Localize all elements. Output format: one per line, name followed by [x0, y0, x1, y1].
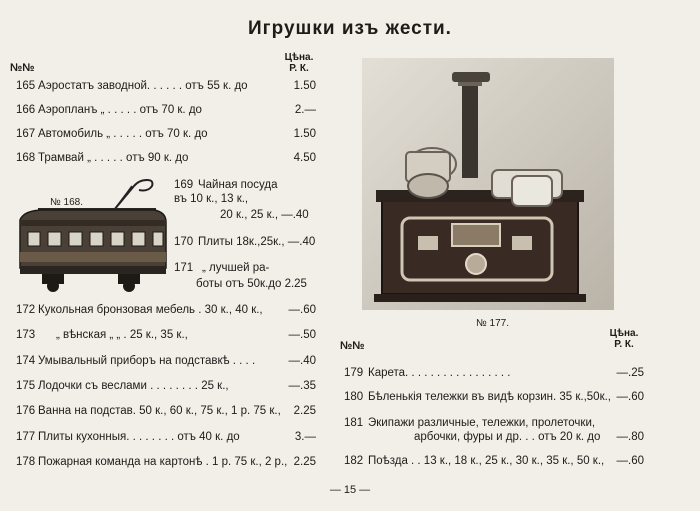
list-item [174, 236, 316, 250]
numbers-header-left: №№ [10, 62, 35, 74]
list-item [16, 405, 316, 419]
item-price: 2.— [294, 104, 316, 116]
list-item [16, 380, 316, 394]
item-text-line: Карета. . . . . . . . . . . . . . . . . [368, 367, 511, 379]
item-price: —.35 [288, 380, 316, 392]
tram-caption: № 168. [50, 197, 83, 208]
item-number: 174 [16, 355, 36, 367]
item-price: 1.50 [293, 80, 316, 92]
item-text: „ вѣнская „ „ . 25 к., 35 к., [56, 329, 188, 341]
item-price: 3.— [294, 431, 316, 443]
item-text-line: Плиты 18к.,25к., —.40 [198, 236, 316, 248]
item-text: Кукольная бронзовая мебель . 30 к., 40 к., [38, 304, 263, 316]
list-item [16, 355, 316, 369]
item-text: Лодочки съ веслами . . . . . . . . 25 к., [38, 380, 229, 392]
price-header-right [602, 328, 646, 350]
item-price: —.25 [616, 367, 644, 379]
item-text-line: Экипажи различные, тележки, пролеточки, [368, 417, 596, 429]
item-price: 2.25 [293, 405, 316, 417]
list-item [344, 417, 644, 449]
price-header-right-units: Р. К. [614, 339, 634, 350]
page-number: — 15 — [329, 484, 371, 496]
item-number: 168 [16, 152, 36, 164]
item-price: —.80 [616, 431, 644, 443]
item-price: 4.50 [293, 152, 316, 164]
price-header-right-label: Цѣна. [609, 328, 639, 339]
list-item [16, 104, 316, 118]
item-text: Трамвай „ . . . . . отъ 90 к. до [38, 152, 189, 164]
item-text-line: „ лучшей ра- [202, 262, 270, 274]
list-item [16, 128, 316, 142]
item-text-line: боты отъ 50к.до 2.25 [196, 278, 307, 290]
item-number: 179 [344, 367, 364, 379]
list-item [344, 455, 644, 469]
numbers-header-right: №№ [340, 340, 365, 352]
item-number: 172 [16, 304, 36, 316]
item-number: 171 [174, 262, 194, 274]
price-header-left-label: Цѣна. [284, 52, 314, 63]
item-price: —.60 [616, 455, 644, 467]
item-number: 167 [16, 128, 36, 140]
list-item [344, 367, 644, 381]
list-item [344, 391, 644, 405]
item-price: —.40 [288, 355, 316, 367]
item-text: Умывальный приборъ на подставкѣ . . . . [38, 355, 256, 367]
kitchen-stove-image [362, 58, 614, 310]
item-text: Плиты кухонныя. . . . . . . . отъ 40 к. до [38, 431, 240, 443]
item-price: 2.25 [293, 456, 316, 468]
list-item [16, 431, 316, 445]
list-item [174, 179, 316, 219]
page-title: Игрушки изъ жести. [248, 18, 452, 39]
list-item [174, 262, 316, 292]
list-item [16, 152, 316, 166]
price-header-left [278, 52, 320, 74]
item-text: Автомобиль „ . . . . . отъ 70 к. до [38, 128, 208, 140]
list-item [16, 304, 316, 318]
item-text-line: Поѣзда . . 13 к., 18 к., 25 к., 30 к., 35 к., 50 к., [368, 455, 605, 467]
item-number: 178 [16, 456, 36, 468]
item-number: 169 [174, 179, 194, 191]
list-item [16, 456, 316, 470]
item-number: 177 [16, 431, 36, 443]
photo-caption: № 177. [476, 318, 509, 329]
item-number: 180 [344, 391, 364, 403]
item-number: 165 [16, 80, 36, 92]
item-text: Аэропланъ „ . . . . . отъ 70 к. до [38, 104, 202, 116]
item-number: 175 [16, 380, 36, 392]
item-text-line: Бѣленькія тележки въ видѣ корзин. 35 к.,50к., [368, 391, 611, 403]
item-price: —.60 [616, 391, 644, 403]
item-text: Ванна на подстав. 50 к., 60 к., 75 к., 1 р. 75 к., [38, 405, 281, 417]
item-number: 176 [16, 405, 36, 417]
list-item [16, 80, 316, 94]
item-price: —.60 [288, 304, 316, 316]
stove-photo [362, 58, 614, 310]
list-item [16, 329, 316, 343]
item-text: Пожарная команда на картонѣ . 1 р. 75 к., 2 р., [38, 456, 288, 468]
item-number: 166 [16, 104, 36, 116]
item-text: Аэростатъ заводной. . . . . . отъ 55 к. до [38, 80, 248, 92]
item-number: 173 [16, 329, 36, 341]
item-text-line: 20 к., 25 к., —.40 [220, 209, 309, 221]
item-price: 1.50 [293, 128, 316, 140]
item-text-line: арбочки, фуры и др. . . отъ 20 к. до [414, 431, 601, 443]
item-number: 182 [344, 455, 364, 467]
item-number: 181 [344, 417, 364, 429]
item-text-line: Чайная посуда [198, 179, 278, 191]
tram-illustration [14, 172, 174, 296]
price-header-left-units: Р. К. [289, 63, 309, 74]
item-number: 170 [174, 236, 194, 248]
item-text-line: въ 10 к., 13 к., [174, 193, 249, 205]
item-price: —.50 [288, 329, 316, 341]
